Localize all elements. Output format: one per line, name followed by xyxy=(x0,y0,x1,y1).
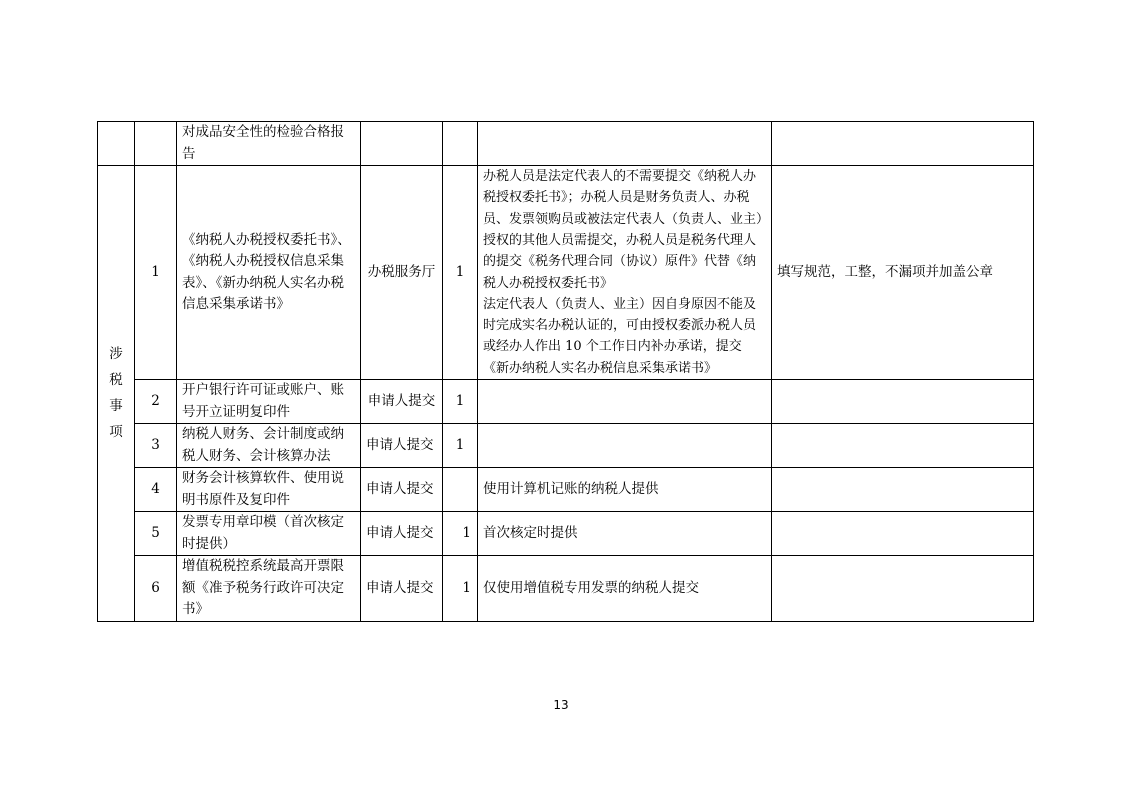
count-cell: 1 xyxy=(443,556,478,622)
note-cell xyxy=(478,380,772,424)
table-row xyxy=(98,424,1034,468)
source-cell: 办税服务厅 xyxy=(361,166,443,380)
document-cell: 对成品安全性的检验合格报告 xyxy=(177,122,361,166)
requirement-cell: 填写规范，工整，不漏项并加盖公章 xyxy=(772,166,1034,380)
requirement-cell xyxy=(772,556,1034,622)
count-cell xyxy=(443,122,478,166)
number-cell: 3 xyxy=(135,424,177,468)
requirement-cell xyxy=(772,512,1034,556)
source-cell: 申请人提交 xyxy=(361,468,443,512)
number-cell: 5 xyxy=(135,512,177,556)
category-cell xyxy=(98,166,135,622)
number-cell: 6 xyxy=(135,556,177,622)
table-row xyxy=(98,380,1034,424)
category-cell xyxy=(98,122,135,166)
number-cell: 4 xyxy=(135,468,177,512)
requirement-cell xyxy=(772,122,1034,166)
document-cell: 发票专用章印模（首次核定时提供） xyxy=(177,512,361,556)
count-cell: 1 xyxy=(443,166,478,380)
document-cell: 财务会计核算软件、使用说明书原件及复印件 xyxy=(177,468,361,512)
source-cell: 申请人提交 xyxy=(361,556,443,622)
count-cell: 1 xyxy=(443,512,478,556)
count-cell xyxy=(443,468,478,512)
requirement-cell xyxy=(772,424,1034,468)
document-cell: 纳税人财务、会计制度或纳税人财务、会计核算办法 xyxy=(177,424,361,468)
document-cell: 开户银行许可证或账户、账号开立证明复印件 xyxy=(177,380,361,424)
requirement-cell xyxy=(772,468,1034,512)
note-cell: 使用计算机记账的纳税人提供 xyxy=(478,468,772,512)
category-label: 涉税事项 xyxy=(109,346,123,441)
count-cell: 1 xyxy=(443,424,478,468)
table-row xyxy=(98,512,1034,556)
table-row xyxy=(98,556,1034,622)
count-cell: 1 xyxy=(443,380,478,424)
table-row xyxy=(98,166,1034,380)
requirement-cell xyxy=(772,380,1034,424)
source-cell xyxy=(361,122,443,166)
number-cell: 1 xyxy=(135,166,177,380)
table-row xyxy=(98,468,1034,512)
note-cell xyxy=(478,424,772,468)
source-cell: 申请人提交 xyxy=(361,424,443,468)
document-cell: 《纳税人办税授权委托书》、《纳税人办税授权信息采集表》、《新办纳税人实名办税信息采集承诺书》 xyxy=(177,166,361,380)
note-cell: 首次核定时提供 xyxy=(478,512,772,556)
source-cell: 申请人提交 xyxy=(361,512,443,556)
page-number: 13 xyxy=(553,698,569,712)
source-cell: 申请人提交 xyxy=(361,380,443,424)
table-row xyxy=(98,122,1034,166)
requirements-table xyxy=(97,121,1034,622)
note-cell: 办税人员是法定代表人的不需要提交《纳税人办税授权委托书》；办税人员是财务负责人、办税员、发票领购员或被法定代表人（负责人、业主）授权的其他人员需提交，办税人员是税务代理人的提交《税务代理合同（协议）原件》代替《纳税人办税授权委托书》 法定代表人（负责人、业主）因自身原因不能及时完成实名办税认证的，可由授权委派办税人员或经办人作出 10 个工作日内补办承诺，提交《新办纳税人实名办税信息采集承诺书》 xyxy=(478,166,772,380)
number-cell xyxy=(135,122,177,166)
document-cell: 增值税税控系统最高开票限额《准予税务行政许可决定书》 xyxy=(177,556,361,622)
note-cell xyxy=(478,122,772,166)
number-cell: 2 xyxy=(135,380,177,424)
note-cell: 仅使用增值税专用发票的纳税人提交 xyxy=(478,556,772,622)
